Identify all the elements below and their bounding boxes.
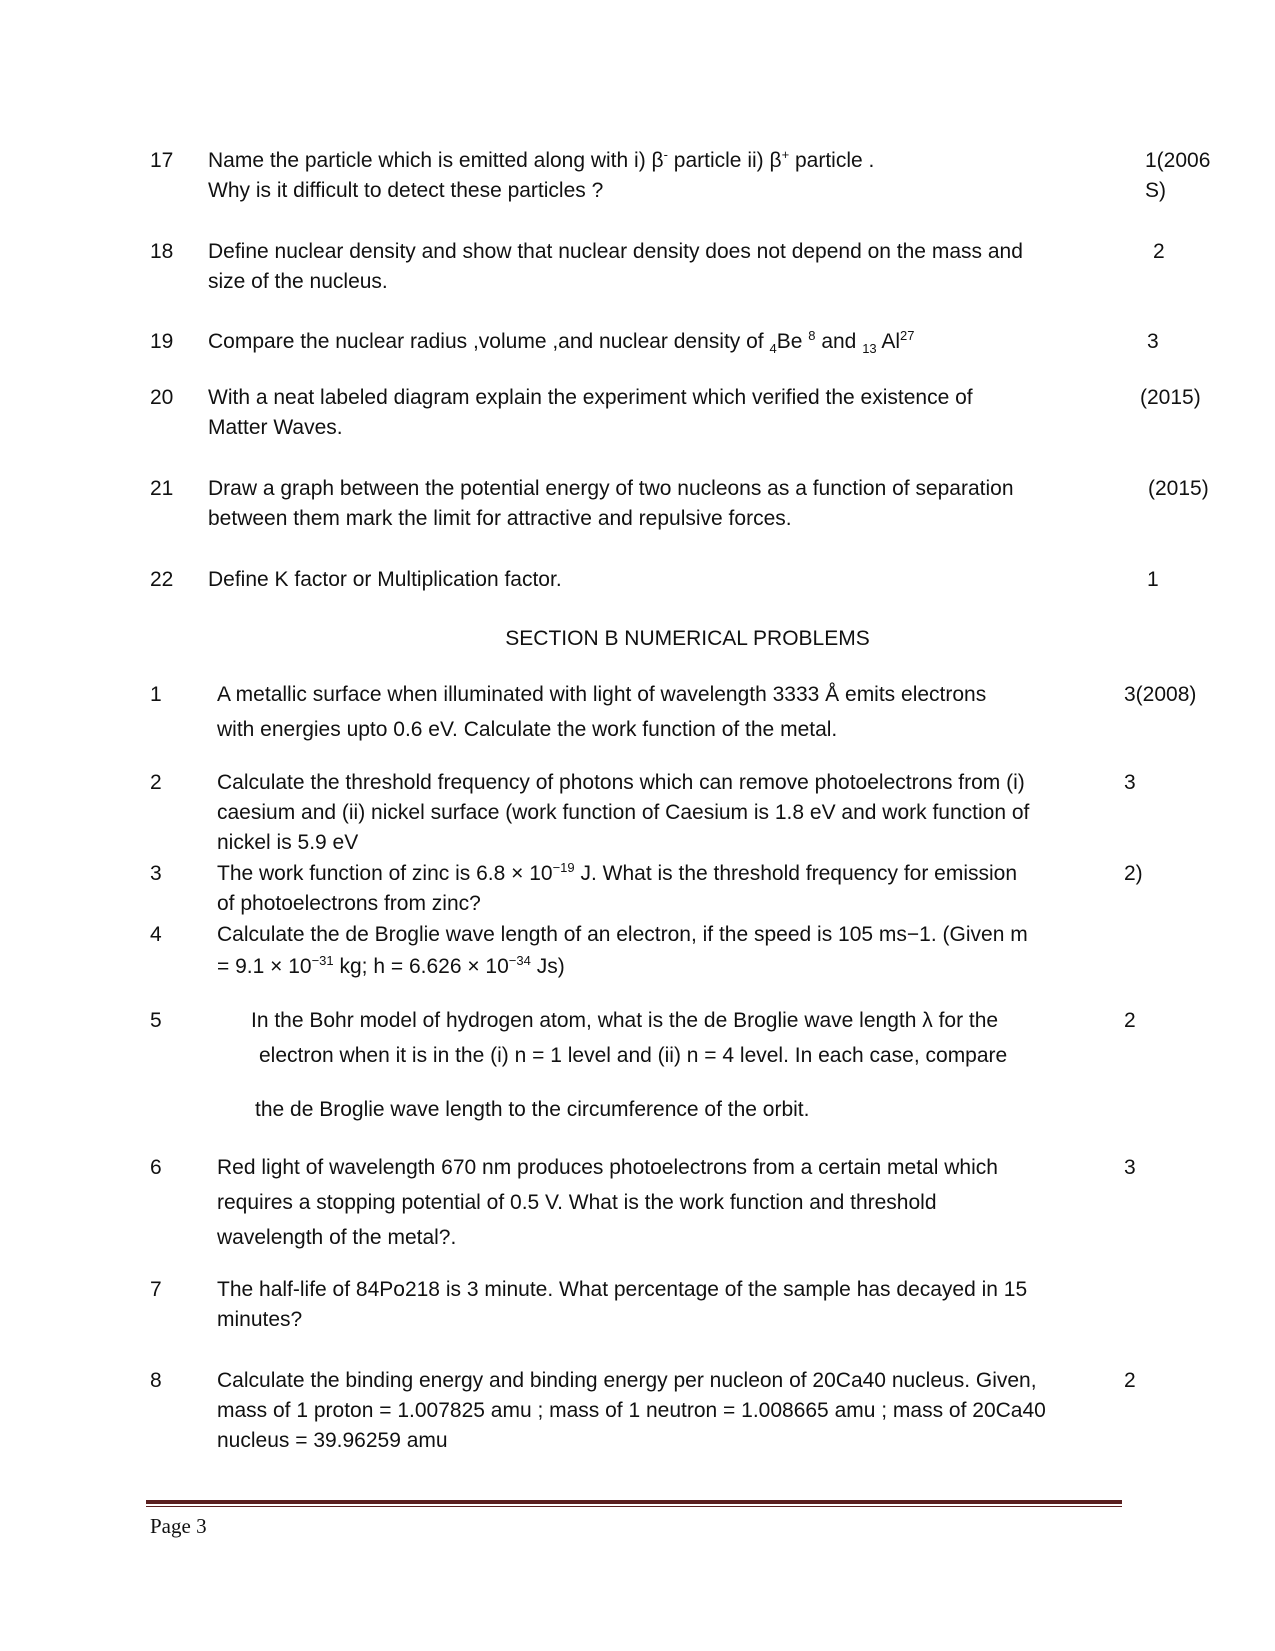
question-number: 22 — [150, 568, 174, 591]
question-text-line3: the de Broglie wave length to the circumference of the orbit. — [255, 1098, 810, 1121]
question-text: Compare the nuclear radius ,volume ,and nuclear density of $_4$Be $^8$ and $_{13}$ Al$^{27}$ — [208, 328, 915, 357]
question-marks: 1 — [1147, 568, 1159, 591]
question-number: 5 — [150, 1009, 162, 1032]
question-marks: 3(2008) — [1124, 683, 1197, 706]
section-title: SECTION B NUMERICAL PROBLEMS — [505, 627, 870, 650]
question-number: 4 — [150, 923, 162, 946]
question-text: Calculate the threshold frequency of photons which can remove photoelectrons from (i) caesium and (ii) nickel surface (work function of Caesium is 1.8 eV and work function of nickel is 5.9 eV — [217, 771, 1030, 854]
question-marks: 2 — [1153, 240, 1165, 263]
question-text: The half-life of 84Po218 is 3 minute. What percentage of the sample has decayed in 15 minutes? — [217, 1278, 1028, 1331]
question-text: Calculate the binding energy and binding energy per nucleon of 20Ca40 nucleus. Given, mass of 1 proton = 1.007825 amu ; mass of 1 neutron = 1.008665 amu ; mass of 20Ca40 nucleus = 39.96259 amu — [217, 1369, 1046, 1452]
footer-rule — [146, 1500, 1122, 1504]
question-text: With a neat labeled diagram explain the experiment which verified the existence of Matter Waves. — [208, 386, 973, 439]
page-number: Page 3 — [150, 1514, 207, 1538]
question-number: 21 — [150, 477, 174, 500]
question-number: 8 — [150, 1369, 162, 1392]
question-marks: 2 — [1124, 1369, 1136, 1392]
question-marks: 3 — [1124, 1156, 1136, 1179]
footer-rule-thin — [146, 1506, 1122, 1507]
question-text: Define K factor or Multiplication factor. — [208, 568, 562, 591]
question-marks: 3 — [1147, 330, 1159, 353]
question-number: 18 — [150, 240, 174, 263]
question-number: 20 — [150, 386, 174, 409]
question-text: Calculate the de Broglie wave length of an electron, if the speed is 105 ms−1. (Given m = $9.1 \times 10^{-31}$ kg; $h = 6.626 \times 10^{-34}$ Js) — [217, 923, 1028, 978]
question-text: Name the particle which is emitted along with i) β- particle ii) β+ particle . Why is it difficult to detect these particles ? — [208, 147, 875, 202]
question-number: 2 — [150, 771, 162, 794]
question-number: 6 — [150, 1156, 162, 1179]
question-number: 19 — [150, 330, 174, 353]
question-text: The work function of zinc is $6.8 \times 10^{-19}$ J. What is the threshold frequency for emission of photoelectrons from zinc? — [217, 860, 1018, 915]
question-marks: 2 — [1124, 1009, 1136, 1032]
question-number: 17 — [150, 149, 174, 172]
question-marks: 3 — [1124, 771, 1136, 794]
question-text-line2: electron when it is in the (i) n = 1 level and (ii) n = 4 level. In each case, compare — [259, 1044, 1008, 1067]
question-marks: 2) — [1124, 862, 1143, 885]
question-marks: (2015) — [1140, 386, 1201, 409]
question-number: 7 — [150, 1278, 162, 1301]
question-text: A metallic surface when illuminated with light of wavelength 3333 Å emits electrons with energies upto 0.6 eV. Calculate the work function of the metal. — [217, 683, 987, 741]
question-text: Red light of wavelength 670 nm produces photoelectrons from a certain metal which requires a stopping potential of 0.5 V. What is the work function and threshold wavelength of the metal?. — [217, 1156, 998, 1249]
question-number: 3 — [150, 862, 162, 885]
question-number: 1 — [150, 683, 162, 706]
question-text: Draw a graph between the potential energy of two nucleons as a function of separation between them mark the limit for attractive and repulsive forces. — [208, 477, 1014, 530]
question-marks: 1(2006 S) — [1145, 149, 1211, 202]
question-marks: (2015) — [1148, 477, 1209, 500]
question-text-line1: In the Bohr model of hydrogen atom, what is the de Broglie wave length λ for the — [251, 1009, 999, 1032]
question-text: Define nuclear density and show that nuclear density does not depend on the mass and size of the nucleus. — [208, 240, 1023, 293]
